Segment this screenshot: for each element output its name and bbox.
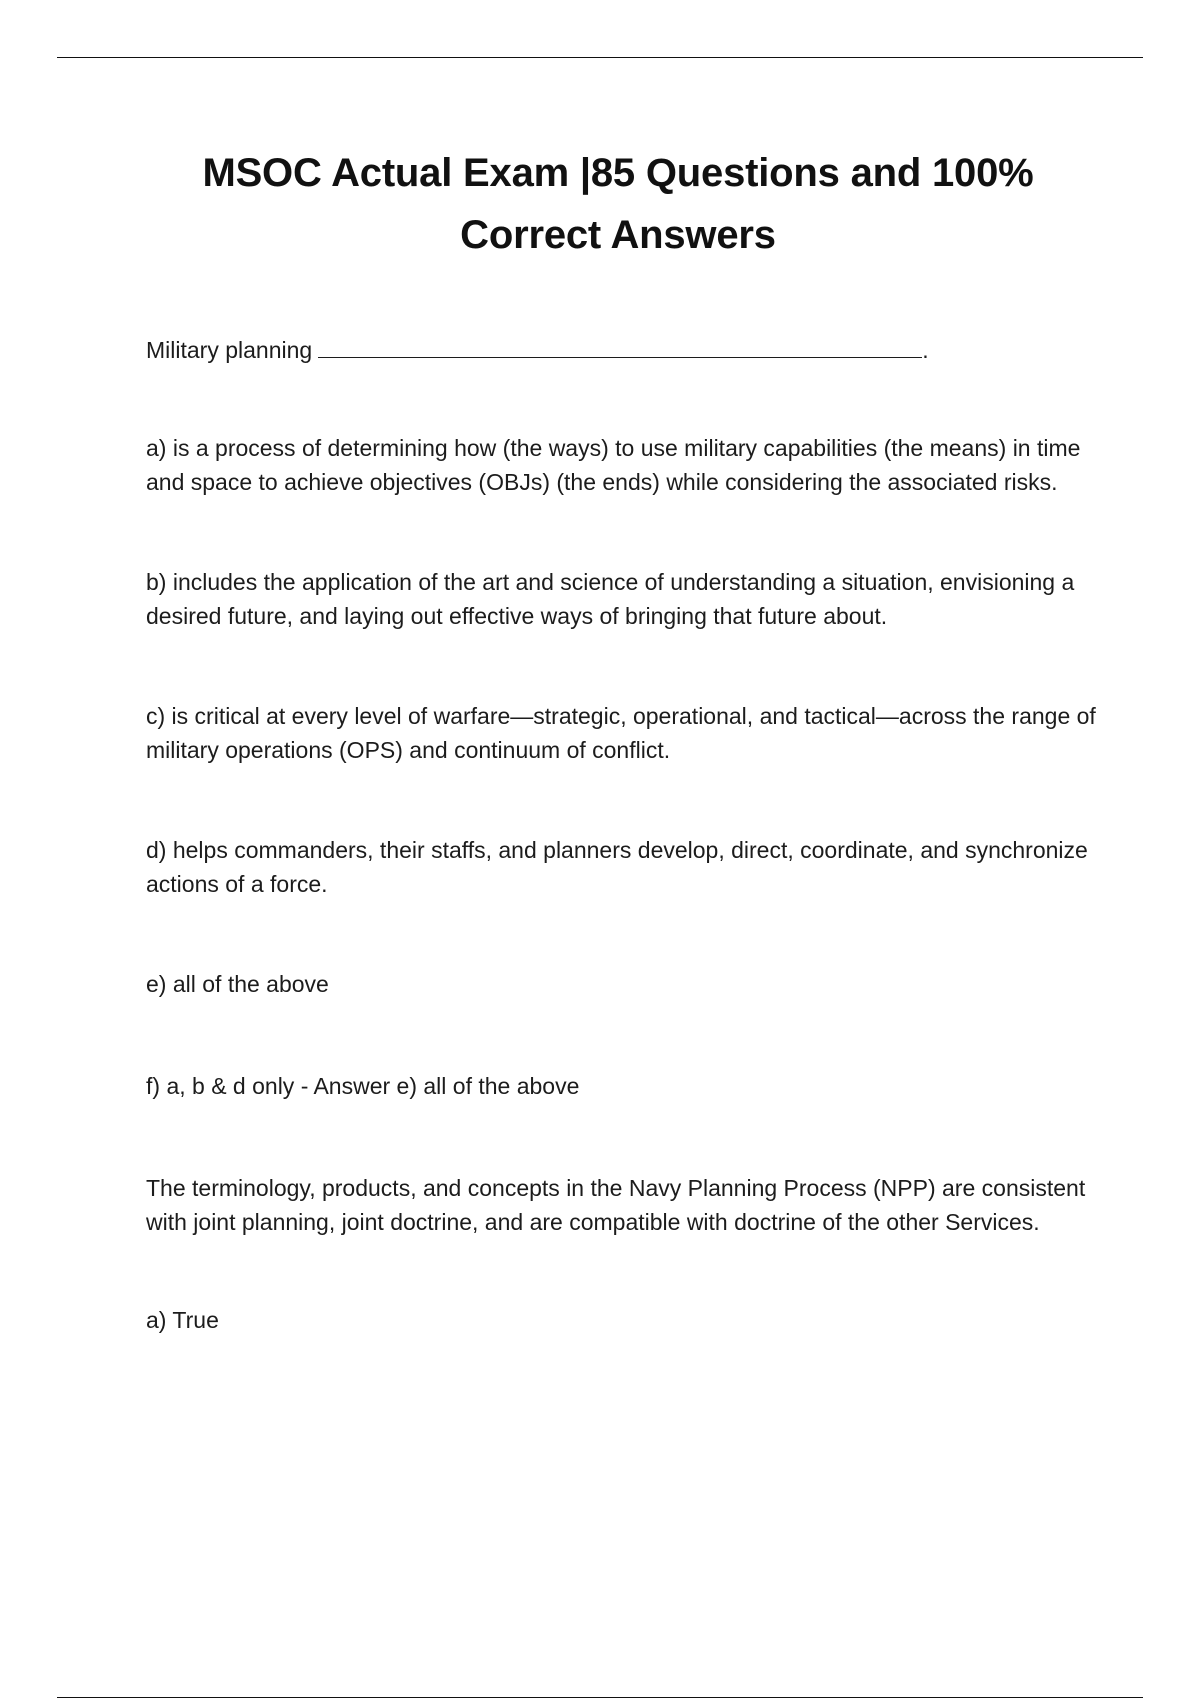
question-2-prompt: The terminology, products, and concepts in the Navy Planning Process (NPP) are consistent with joint planning, joint doctrine, and are compatible with doctrine of the other Services.	[146, 1175, 1086, 1235]
document-body	[146, 333, 1106, 1337]
document-title: MSOC Actual Exam |85 Questions and 100% Correct Answers	[202, 151, 1034, 257]
footer-rule	[57, 1697, 1143, 1698]
question-1-option-a: a) is a process of determining how (the ways) to use military capabilities (the means) in time and space to achieve objectives (OBJs) (the ends) while considering the associated risks.	[146, 435, 1081, 495]
question-1-option-e: e) all of the above	[146, 971, 329, 997]
question-2-option-a: a) True	[146, 1307, 219, 1333]
question-1-prompt-text: Military planning	[146, 337, 313, 363]
question-1-prompt-end: .	[922, 337, 929, 363]
question-1-prompt	[146, 333, 1106, 367]
question-1-option-b: b) includes the application of the art and science of understanding a situation, envisioning a desired future, and laying out effective ways of bringing that future about.	[146, 569, 1075, 629]
fill-in-blank	[318, 335, 922, 358]
header-rule	[57, 57, 1143, 58]
question-1-option-f-answer: f) a, b & d only - Answer e) all of the above	[146, 1073, 580, 1099]
question-1-option-d: d) helps commanders, their staffs, and planners develop, direct, coordinate, and synchronize actions of a force.	[146, 837, 1088, 897]
question-1-option-c: c) is critical at every level of warfare—strategic, operational, and tactical—across the range of military operations (OPS) and continuum of conflict.	[146, 703, 1096, 763]
